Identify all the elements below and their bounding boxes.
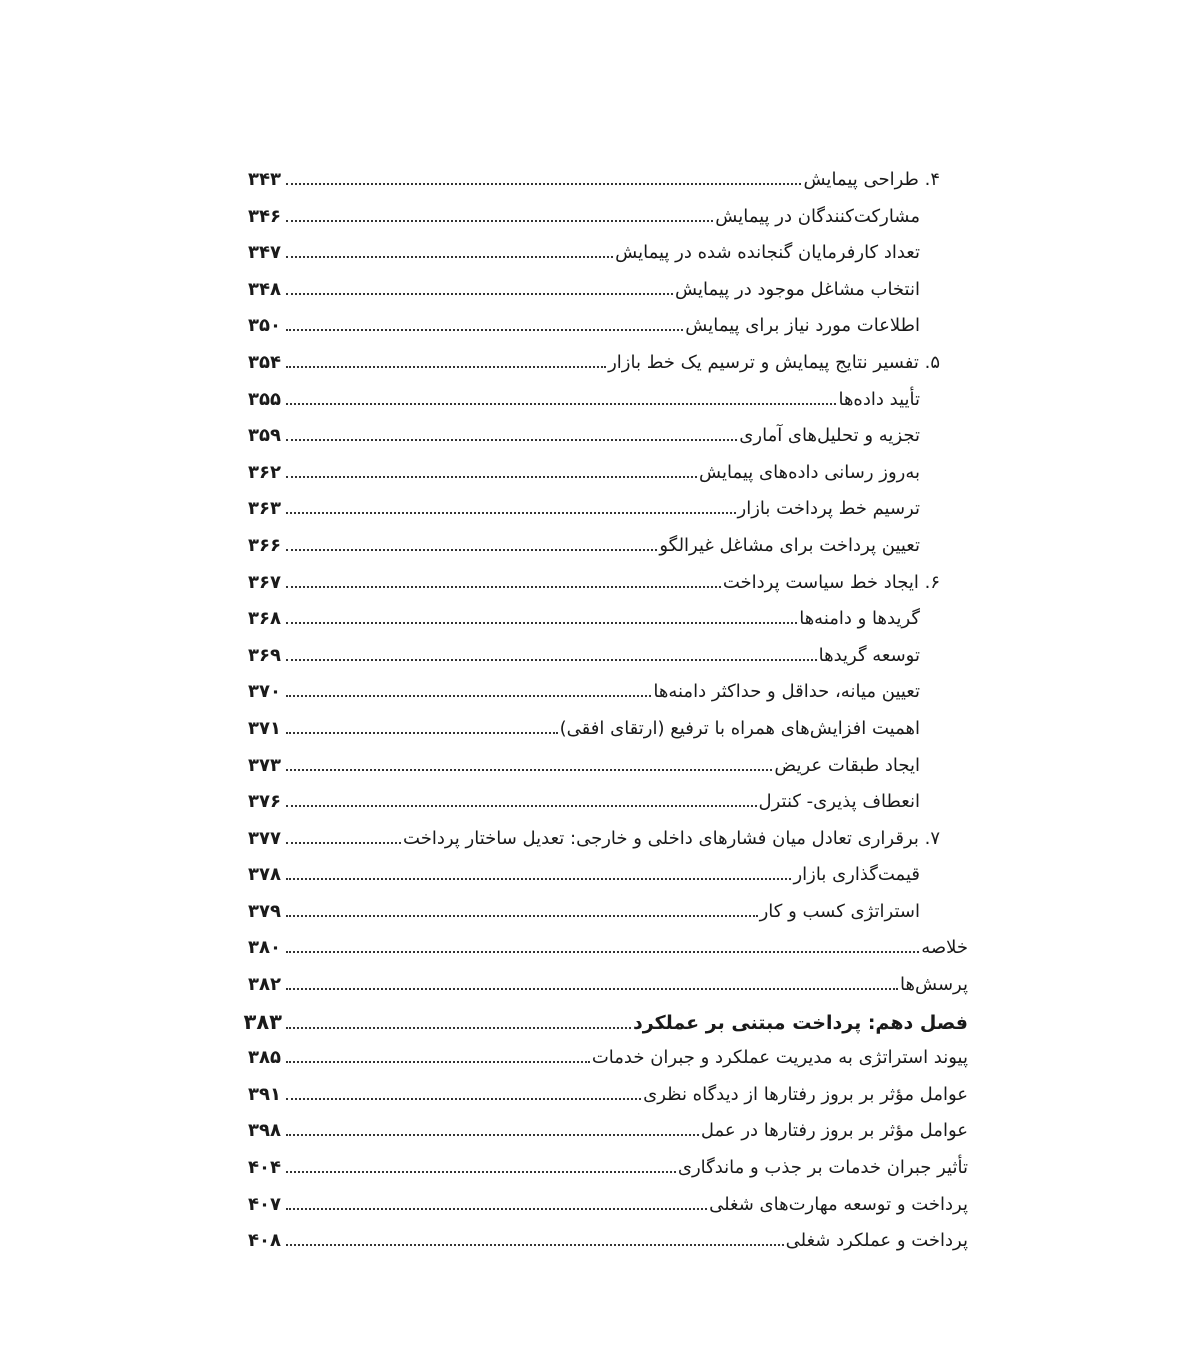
toc-entry-title: استراتژی کسب و کار bbox=[759, 900, 920, 922]
toc-row[interactable] bbox=[248, 235, 968, 272]
dot-leader bbox=[286, 219, 713, 222]
toc-entry-title: اهمیت افزایش‌های همراه با ترفیع (ارتقای افقی) bbox=[559, 717, 920, 739]
toc-page-number: ۴۰۴ bbox=[248, 1157, 281, 1179]
toc-entry-title: پرسش‌ها bbox=[900, 974, 968, 996]
toc-entry-title: اطلاعات مورد نیاز برای پیمایش bbox=[685, 315, 920, 337]
dot-leader bbox=[286, 475, 697, 478]
toc-entry-title: پرداخت و عملکرد شغلی bbox=[785, 1230, 968, 1252]
toc-page-number: ۳۹۱ bbox=[248, 1083, 281, 1105]
toc-entry-title: توسعه گریدها bbox=[818, 644, 920, 666]
dot-leader bbox=[286, 1133, 699, 1136]
toc-page-number: ۳۵۴ bbox=[248, 351, 281, 373]
toc-entry-title: ۶. ایجاد خط سیاست پرداخت bbox=[722, 571, 940, 593]
toc-entry-title: انتخاب مشاغل موجود در پیمایش bbox=[675, 278, 920, 300]
toc-entry-title: خلاصه bbox=[921, 937, 968, 959]
toc-page-number: ۳۸۵ bbox=[248, 1047, 281, 1069]
toc-entry-title: پرداخت و توسعه مهارت‌های شغلی bbox=[709, 1193, 968, 1215]
toc-chapter-row[interactable] bbox=[243, 1004, 968, 1041]
toc-row[interactable] bbox=[248, 199, 968, 236]
toc-page-number: ۳۹۸ bbox=[248, 1120, 281, 1142]
toc-page-number: ۳۷۷ bbox=[248, 827, 281, 849]
dot-leader bbox=[286, 1170, 676, 1173]
toc-entry-title: قیمت‌گذاری بازار bbox=[793, 864, 920, 886]
dot-leader bbox=[286, 950, 919, 953]
toc-row[interactable] bbox=[248, 638, 968, 675]
dot-leader bbox=[286, 548, 657, 551]
toc-row[interactable] bbox=[248, 1077, 968, 1114]
toc-entry-title: ۷. برقراری تعادل میان فشارهای داخلی و خارجی: تعدیل ساختار پرداخت bbox=[403, 827, 940, 849]
toc-page-number: ۳۸۰ bbox=[248, 937, 281, 959]
toc-page-number: ۳۴۸ bbox=[248, 278, 281, 300]
dot-leader bbox=[286, 731, 558, 734]
toc-page-number: ۳۶۳ bbox=[248, 498, 281, 520]
toc-row[interactable] bbox=[248, 601, 968, 638]
dot-leader bbox=[286, 914, 758, 917]
dot-leader bbox=[286, 1243, 784, 1246]
table-of-contents bbox=[243, 162, 968, 1260]
toc-entry-title: به‌روز رسانی داده‌های پیمایش bbox=[699, 461, 920, 483]
toc-row[interactable] bbox=[248, 1113, 968, 1150]
dot-leader bbox=[286, 255, 613, 258]
dot-leader bbox=[286, 841, 401, 844]
toc-row[interactable] bbox=[248, 455, 968, 492]
dot-leader bbox=[286, 328, 683, 331]
dot-leader bbox=[286, 1097, 641, 1100]
toc-page-number: ۳۶۹ bbox=[248, 644, 281, 666]
toc-row[interactable] bbox=[248, 1187, 968, 1224]
toc-row[interactable] bbox=[248, 967, 968, 1004]
dot-leader bbox=[286, 585, 721, 588]
toc-entry-title: تعیین میانه، حداقل و حداکثر دامنه‌ها bbox=[653, 681, 920, 703]
toc-page-number: ۳۴۷ bbox=[248, 242, 281, 264]
toc-page-number: ۳۶۸ bbox=[248, 608, 281, 630]
toc-page-number: ۴۰۷ bbox=[248, 1193, 281, 1215]
toc-row[interactable] bbox=[248, 418, 968, 455]
toc-row[interactable] bbox=[248, 491, 968, 528]
dot-leader bbox=[286, 365, 606, 368]
toc-page-number: ۳۶۷ bbox=[248, 571, 281, 593]
toc-entry-title: مشارکت‌کنندگان در پیمایش bbox=[715, 205, 920, 227]
toc-row[interactable] bbox=[248, 894, 968, 931]
toc-entry-title: تعیین پرداخت برای مشاغل غیرالگو bbox=[659, 534, 920, 556]
toc-entry-title: فصل دهم: پرداخت مبتنی بر عملکرد bbox=[633, 1011, 968, 1034]
toc-page-number: ۳۷۱ bbox=[248, 717, 281, 739]
dot-leader bbox=[286, 987, 898, 990]
toc-entry-title: تعداد کارفرمایان گنجانده شده در پیمایش bbox=[615, 242, 920, 264]
toc-entry-title: ترسیم خط پرداخت بازار bbox=[737, 498, 920, 520]
toc-entry-title: ایجاد طبقات عریض bbox=[774, 754, 920, 776]
toc-page-number: ۳۷۶ bbox=[248, 791, 281, 813]
toc-row[interactable] bbox=[248, 272, 968, 309]
toc-page-number: ۳۷۳ bbox=[248, 754, 281, 776]
toc-page-number: ۴۰۸ bbox=[248, 1230, 281, 1252]
toc-entry-title: عوامل مؤثر بر بروز رفتارها در عمل bbox=[700, 1120, 968, 1142]
toc-row[interactable] bbox=[248, 382, 968, 419]
toc-page-number: ۳۷۰ bbox=[248, 681, 281, 703]
toc-row[interactable] bbox=[248, 674, 968, 711]
dot-leader bbox=[286, 438, 737, 441]
toc-page-number: ۳۴۳ bbox=[248, 169, 281, 190]
toc-row[interactable] bbox=[248, 162, 968, 199]
toc-page-number: ۳۵۰ bbox=[248, 315, 281, 337]
toc-entry-title: ۵. تفسیر نتایج پیمایش و ترسیم یک خط بازار bbox=[608, 351, 940, 373]
toc-entry-title: گریدها و دامنه‌ها bbox=[799, 608, 920, 630]
toc-entry-title: تجزیه و تحلیل‌های آماری bbox=[739, 425, 920, 447]
toc-page-number: ۳۶۶ bbox=[248, 534, 281, 556]
dot-leader bbox=[286, 511, 736, 514]
dot-leader bbox=[286, 658, 817, 661]
dot-leader bbox=[286, 877, 791, 880]
toc-row[interactable] bbox=[248, 565, 968, 602]
dot-leader bbox=[286, 694, 651, 697]
toc-entry-title: انعطاف پذیری- کنترل bbox=[758, 791, 920, 813]
toc-page-number: ۳۷۹ bbox=[248, 900, 281, 922]
toc-row[interactable] bbox=[248, 1150, 968, 1187]
toc-row[interactable] bbox=[248, 1223, 968, 1260]
toc-page-number: ۳۸۳ bbox=[243, 1009, 282, 1034]
dot-leader bbox=[286, 1060, 590, 1063]
toc-row[interactable] bbox=[248, 784, 968, 821]
toc-entry-title: تأثیر جبران خدمات بر جذب و ماندگاری bbox=[677, 1157, 968, 1179]
dot-leader bbox=[286, 292, 673, 295]
dot-leader bbox=[286, 1026, 631, 1029]
dot-leader bbox=[286, 768, 772, 771]
toc-row[interactable] bbox=[248, 345, 968, 382]
toc-page-number: ۳۵۹ bbox=[248, 425, 281, 447]
toc-entry-title: عوامل مؤثر بر بروز رفتارها از دیدگاه نظری bbox=[643, 1083, 968, 1105]
dot-leader bbox=[286, 182, 801, 185]
dot-leader bbox=[286, 621, 797, 624]
dot-leader bbox=[286, 402, 836, 405]
toc-row[interactable] bbox=[248, 308, 968, 345]
toc-entry-title: پیوند استراتژی به مدیریت عملکرد و جبران خدمات bbox=[591, 1047, 968, 1069]
toc-row[interactable] bbox=[248, 528, 968, 565]
toc-row[interactable] bbox=[248, 821, 968, 858]
toc-entry-title: تأیید داده‌ها bbox=[838, 388, 920, 410]
toc-page-number: ۳۵۵ bbox=[248, 388, 281, 410]
toc-row[interactable] bbox=[248, 1040, 968, 1077]
toc-page-number: ۳۸۲ bbox=[248, 974, 281, 996]
toc-row[interactable] bbox=[248, 857, 968, 894]
toc-row[interactable] bbox=[248, 930, 968, 967]
dot-leader bbox=[286, 1207, 707, 1210]
toc-page-number: ۳۶۲ bbox=[248, 461, 281, 483]
toc-row[interactable] bbox=[248, 711, 968, 748]
toc-page-number: ۳۴۶ bbox=[248, 205, 281, 227]
toc-row[interactable] bbox=[248, 748, 968, 785]
toc-page-number: ۳۷۸ bbox=[248, 864, 281, 886]
dot-leader bbox=[286, 804, 757, 807]
toc-entry-title: ۴. طراحی پیمایش bbox=[803, 169, 940, 190]
